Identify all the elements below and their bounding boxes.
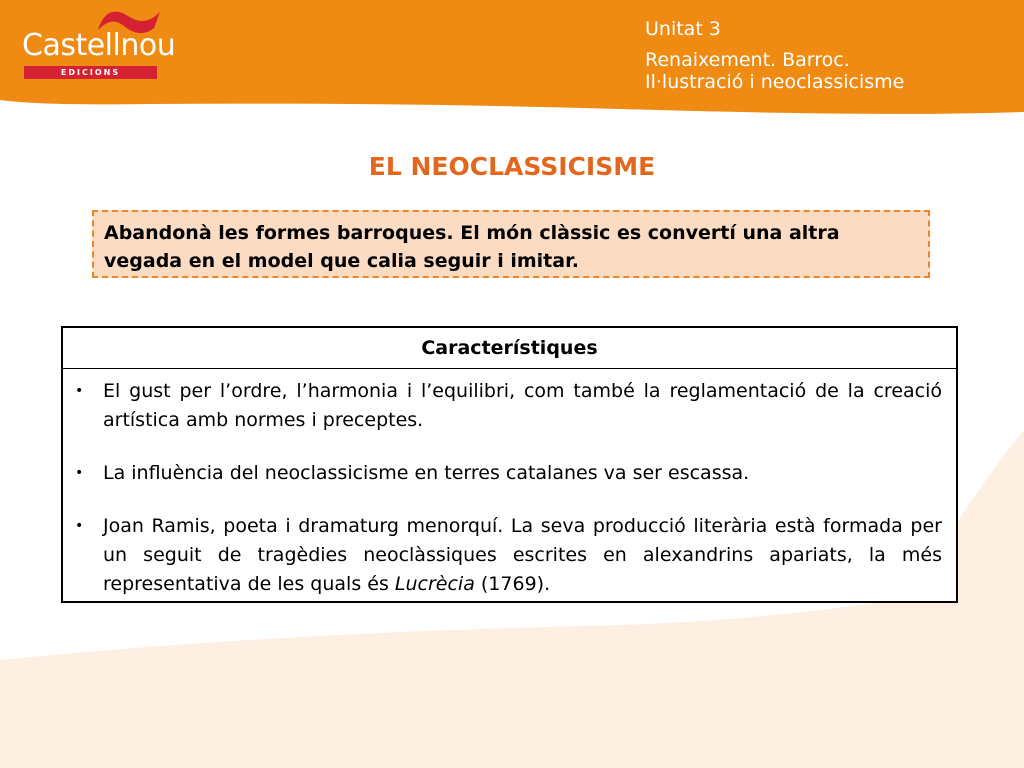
unit-title: Unitat 3 [645, 18, 721, 40]
unit-header [645, 18, 904, 93]
bullet-icon: • [75, 518, 84, 534]
list-item [73, 377, 942, 435]
bottom-light-wave [0, 580, 1024, 768]
list-item [73, 459, 942, 488]
features-header: Característiques [63, 328, 956, 369]
bullet-icon: • [75, 465, 84, 481]
list-item-text: Joan Ramis, poeta i dramaturg menorquí. La seva producció literària està formada per un seguit de tragèdies neoclàssiques escrites en alexandrins apariats, la més representativa de les quals és [103, 515, 942, 595]
page-title: EL NEOCLASSICISME [368, 152, 656, 181]
list-item-text-end: (1769). [474, 573, 551, 595]
bullet-icon: • [75, 383, 84, 399]
list-item-text: El gust per l’ordre, l’harmonia i l’equilibri, com també la reglamentació de la creació artística amb normes i preceptes. [103, 380, 942, 431]
features-list [63, 369, 956, 599]
intro-text: Abandonà les formes barroques. El món clàssic es convertí una altra vegada en el model que calia seguir i imitar. [104, 222, 840, 272]
logo-wordmark: Castellnou [22, 28, 176, 63]
unit-subtitle-line1: Renaixement. Barroc. [645, 49, 850, 71]
logo-tagline: EDICIONS [24, 66, 157, 79]
castellnou-logo [22, 8, 176, 78]
features-table [61, 326, 958, 603]
intro-box [92, 210, 930, 278]
work-title: Lucrècia [394, 573, 475, 595]
unit-subtitle-line2: Il·lustració i neoclassicisme [645, 71, 905, 93]
list-item [73, 512, 942, 599]
list-item-text: La influència del neoclassicisme en terres catalanes va ser escassa. [103, 462, 750, 484]
